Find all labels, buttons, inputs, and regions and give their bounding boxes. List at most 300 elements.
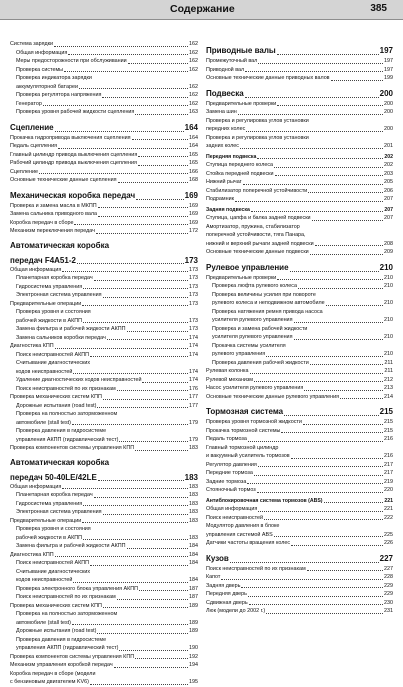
- toc-page-number: 168: [189, 177, 198, 183]
- dot-leader: [135, 114, 188, 115]
- toc-entry-title: автомобиле (stall test): [16, 619, 71, 626]
- toc-entry[interactable]: [206, 170, 393, 179]
- toc-entry-title: Сдвижная дверь: [206, 599, 248, 606]
- toc-entry-title: Проверка и регулировка углов установки: [206, 134, 309, 141]
- toc-entry[interactable]: [206, 565, 393, 574]
- toc-entry-title: Задние тормоза: [206, 478, 247, 485]
- toc-entry[interactable]: [10, 227, 198, 236]
- toc-entry[interactable]: [10, 134, 198, 143]
- toc-entry-title: рабочей жидкости в АКПП: [16, 317, 82, 324]
- toc-entry[interactable]: [10, 100, 198, 109]
- dot-leader: [294, 339, 384, 340]
- toc-entry[interactable]: [10, 542, 198, 551]
- dot-leader: [83, 505, 188, 506]
- toc-entry[interactable]: [10, 402, 198, 411]
- dot-leader: [97, 407, 188, 408]
- toc-entry-title: Проверка величины усилия при повороте: [212, 291, 316, 298]
- toc-entry[interactable]: [10, 602, 198, 611]
- toc-page-number: 211: [384, 368, 393, 374]
- dot-leader: [135, 658, 188, 659]
- toc-page-number: 189: [189, 602, 198, 609]
- toc-entry[interactable]: [10, 508, 198, 517]
- toc-entry-title: Основные технические данные подвески: [206, 249, 309, 255]
- toc-entry-title: Проверка механических систем КПП: [10, 394, 102, 400]
- toc-entry[interactable]: [10, 219, 198, 228]
- toc-section-heading[interactable]: [206, 45, 393, 57]
- toc-page-number: 162: [189, 83, 198, 90]
- toc-entry[interactable]: [10, 376, 198, 385]
- dot-leader: [245, 71, 383, 72]
- dot-leader: [277, 279, 383, 280]
- toc-entry-title: Основные технические данные рулевого управления: [206, 393, 340, 400]
- dot-leader: [291, 458, 383, 459]
- dot-leader: [258, 511, 383, 512]
- dot-leader: [97, 633, 188, 634]
- toc-entry[interactable]: [10, 491, 198, 500]
- dot-leader: [55, 131, 184, 132]
- toc-entry[interactable]: [10, 661, 198, 670]
- toc-entry[interactable]: [10, 444, 198, 453]
- toc-entry-title: передних колес: [206, 126, 246, 132]
- toc-entry-title: Диагностика КПП: [10, 343, 54, 349]
- toc-entry[interactable]: [10, 308, 198, 317]
- toc-entry[interactable]: [206, 599, 393, 608]
- dot-leader: [83, 322, 188, 323]
- dot-leader: [82, 305, 188, 306]
- toc-entry[interactable]: [206, 134, 393, 143]
- toc-entry[interactable]: [206, 435, 393, 444]
- dot-leader: [96, 233, 188, 234]
- dot-leader: [303, 424, 383, 425]
- toc-entry-title: Проверка давления рабочей жидкости: [212, 359, 309, 366]
- toc-entry-title: Поиск неисправностей: [206, 514, 263, 521]
- toc-entry-title: Рабочий цилиндр привода выключения сцепления: [10, 160, 137, 166]
- toc-entry[interactable]: [206, 590, 393, 599]
- dot-leader: [107, 339, 188, 340]
- toc-page-number: 228: [384, 574, 393, 580]
- toc-entry-title: Предварительные проверки: [206, 100, 277, 107]
- toc-entry-title: Проверка давления в гидросистеме: [16, 428, 107, 434]
- toc-entry[interactable]: [10, 576, 198, 585]
- toc-page-number: 162: [189, 92, 198, 98]
- toc-entry-title: Общая информация: [16, 49, 68, 56]
- dot-leader: [114, 667, 188, 668]
- toc-entry[interactable]: [10, 49, 198, 58]
- toc-entry-title: Проверка на полностью заторможенном: [16, 411, 118, 417]
- toc-page-number: 220: [384, 487, 393, 493]
- toc-entry-title: Капот: [206, 574, 221, 580]
- toc-entry[interactable]: [206, 206, 393, 215]
- toc-entry[interactable]: [10, 83, 198, 92]
- toc-page-number: 163: [189, 109, 198, 115]
- dot-leader: [136, 199, 183, 200]
- toc-page-number: 190: [189, 645, 198, 651]
- toc-entry-title: Задняя подвеска: [206, 206, 250, 213]
- toc-entry-title: Проверка уровня и состояния: [16, 526, 91, 532]
- toc-entry-title: Подвеска: [206, 88, 244, 98]
- toc-entry[interactable]: [206, 393, 393, 402]
- toc-page-number: 214: [384, 393, 393, 400]
- toc-entry[interactable]: [206, 469, 393, 478]
- toc-page-number: 210: [384, 351, 393, 357]
- toc-section-heading[interactable]: [10, 472, 198, 483]
- toc-entry-title: Поиск неисправностей по их признакам: [206, 565, 306, 572]
- toc-entry[interactable]: [10, 393, 198, 402]
- toc-entry-title: аккумуляторной батареи: [16, 83, 78, 90]
- toc-entry-title: Проверка системы: [16, 66, 64, 73]
- dot-leader: [254, 475, 383, 476]
- toc-entry[interactable]: [206, 274, 393, 283]
- toc-section-heading[interactable]: [10, 255, 198, 266]
- toc-page-number: 173: [189, 326, 198, 332]
- toc-entry[interactable]: [10, 436, 198, 445]
- toc-entry[interactable]: [10, 210, 198, 219]
- toc-entry-title: Автоматическая коробка: [10, 240, 110, 250]
- toc-page-number: 197: [379, 46, 393, 55]
- toc-entry[interactable]: [206, 452, 393, 461]
- toc-entry[interactable]: [10, 585, 198, 594]
- toc-entry[interactable]: [206, 497, 393, 506]
- toc-entry-title: Прокачка гидропривода выключения сцепления: [10, 134, 131, 141]
- toc-entry[interactable]: [206, 308, 393, 317]
- dot-leader: [72, 624, 188, 625]
- toc-entry[interactable]: [10, 283, 198, 292]
- toc-entry-title: Предварительные операции: [10, 517, 82, 524]
- toc-page-number: 184: [189, 560, 198, 566]
- dot-leader: [68, 54, 188, 55]
- toc-page-number: 225: [384, 531, 393, 538]
- toc-entry[interactable]: [206, 161, 393, 170]
- toc-page-number: 174: [189, 343, 198, 349]
- toc-section-heading[interactable]: [206, 262, 393, 274]
- toc-entry-title: Механизм управления коробкой передач: [10, 662, 113, 668]
- toc-entry[interactable]: [206, 531, 393, 540]
- toc-entry-title: Общая информация: [10, 266, 62, 273]
- toc-page-number: 173: [189, 300, 198, 307]
- dot-leader: [82, 522, 188, 523]
- toc-entry[interactable]: [206, 291, 393, 300]
- toc-entry[interactable]: [206, 316, 393, 325]
- toc-entry[interactable]: [10, 610, 198, 619]
- toc-entry-title: Главный тормозной цилиндр: [206, 444, 279, 451]
- toc-entry-title: рулевого колеса и неподвижном автомобиле: [212, 300, 325, 306]
- dot-leader: [307, 570, 383, 571]
- toc-entry[interactable]: [206, 514, 393, 523]
- dot-leader: [119, 650, 188, 651]
- toc-entry-title: Передние тормоза: [206, 470, 253, 476]
- toc-entry-title: Задняя дверь: [206, 582, 241, 589]
- dot-leader: [58, 148, 188, 149]
- toc-entry[interactable]: [10, 342, 198, 351]
- toc-entry[interactable]: [206, 282, 393, 291]
- toc-entry-title: Нижний рычаг: [206, 179, 242, 185]
- toc-entry[interactable]: [206, 195, 393, 204]
- toc-entry[interactable]: [10, 534, 198, 543]
- toc-entry-title: Коробка передач в сборе (модели: [10, 670, 96, 677]
- toc-entry[interactable]: [10, 351, 198, 360]
- toc-entry-title: Прокачка тормозной системы: [206, 427, 281, 434]
- toc-entry[interactable]: [10, 517, 198, 526]
- toc-entry[interactable]: [206, 342, 393, 351]
- toc-entry[interactable]: [206, 100, 393, 109]
- dot-leader: [240, 148, 383, 149]
- toc-entry[interactable]: [10, 568, 198, 577]
- toc-page-number: 227: [384, 565, 393, 572]
- toc-section-heading[interactable]: [10, 190, 198, 202]
- toc-entry[interactable]: [10, 636, 198, 645]
- toc-page-number: 197: [384, 58, 393, 64]
- toc-entry-title: Основные технические данные приводных валов: [206, 75, 330, 81]
- toc-entry-title: Проверка давления в гидросистеме: [16, 636, 107, 643]
- toc-page-number: 210: [384, 300, 393, 306]
- toc-page-number: 173: [189, 266, 198, 273]
- toc-entry[interactable]: [206, 607, 393, 616]
- dot-leader: [103, 607, 188, 608]
- toc-entry-title: Замена фильтра и рабочей жидкости АКПП: [16, 543, 126, 549]
- toc-entry[interactable]: [10, 619, 198, 628]
- toc-entry[interactable]: [206, 582, 393, 591]
- toc-entry[interactable]: [206, 248, 393, 257]
- toc-entry[interactable]: [10, 551, 198, 560]
- toc-entry[interactable]: [10, 368, 198, 377]
- toc-entry[interactable]: [10, 334, 198, 343]
- dot-leader: [277, 105, 383, 106]
- toc-entry[interactable]: [206, 142, 393, 151]
- page-header: [0, 0, 403, 20]
- dot-leader: [238, 114, 383, 115]
- dot-leader: [138, 156, 188, 157]
- toc-page-number: 183: [189, 517, 198, 524]
- toc-page-number: 226: [384, 540, 393, 546]
- toc-entry[interactable]: [206, 427, 393, 436]
- toc-entry-title: Передняя дверь: [206, 591, 247, 597]
- toc-entry-title: Коробка передач в сборе: [10, 219, 74, 226]
- toc-entry-title: Сцепление: [10, 168, 38, 175]
- toc-entry-title: Педаль сцепления: [10, 143, 58, 149]
- toc-entry[interactable]: [10, 300, 198, 309]
- toc-entry[interactable]: [10, 410, 198, 419]
- toc-entry[interactable]: [10, 66, 198, 75]
- toc-page-number: 173: [189, 283, 198, 290]
- toc-entry[interactable]: [206, 214, 393, 223]
- toc-entry[interactable]: [206, 299, 393, 308]
- toc-entry-title: Планетарная коробка передач: [16, 275, 93, 281]
- toc-entry-title: Ступица переднего колеса: [206, 162, 274, 168]
- toc-page-number: 184: [189, 543, 198, 549]
- toc-entry[interactable]: [206, 376, 393, 385]
- toc-entry[interactable]: [206, 350, 393, 359]
- toc-entry-title: Замена фильтра и рабочей жидкости АКПП: [16, 326, 126, 332]
- toc-entry[interactable]: [206, 187, 393, 196]
- toc-entry[interactable]: [10, 593, 198, 602]
- toc-entry[interactable]: [10, 74, 198, 83]
- dot-leader: [90, 684, 188, 685]
- toc-entry[interactable]: [10, 525, 198, 534]
- toc-entry[interactable]: [10, 653, 198, 662]
- toc-entry[interactable]: [206, 117, 393, 126]
- dot-leader: [64, 71, 188, 72]
- dot-leader: [245, 97, 379, 98]
- dot-leader: [62, 488, 188, 489]
- toc-entry-title: Проверка компонентов системы управления КПП: [10, 445, 135, 451]
- dot-leader: [73, 582, 188, 583]
- toc-entry[interactable]: [10, 151, 198, 160]
- toc-entry-title: Стабилизатор поперечной устойчивости: [206, 187, 308, 194]
- toc-entry[interactable]: [206, 57, 393, 66]
- toc-entry[interactable]: [206, 231, 393, 240]
- toc-page-number: 215: [384, 427, 393, 434]
- toc-page-number: 229: [384, 591, 393, 597]
- toc-section-heading[interactable]: [206, 406, 393, 418]
- toc-page-number: 200: [384, 109, 393, 115]
- toc-entry[interactable]: [10, 274, 198, 283]
- toc-entry[interactable]: [206, 153, 393, 162]
- toc-entry-title: рулевого управления: [212, 351, 266, 357]
- toc-section-heading[interactable]: [206, 88, 393, 100]
- toc-entry[interactable]: [10, 325, 198, 334]
- toc-entry-title: Прокачка системы усилителя: [212, 342, 286, 349]
- toc-entry[interactable]: [206, 178, 393, 187]
- toc-page-number: 210: [384, 317, 393, 323]
- toc-entry[interactable]: [10, 385, 198, 394]
- toc-entry-title: Автоматическая коробка: [10, 457, 110, 467]
- toc-entry[interactable]: [206, 74, 393, 83]
- dot-leader: [39, 173, 188, 174]
- dot-leader: [298, 288, 383, 289]
- toc-entry[interactable]: [206, 478, 393, 487]
- toc-page-number: 200: [384, 126, 393, 132]
- toc-page-number: 187: [189, 585, 198, 592]
- toc-entry[interactable]: [10, 483, 198, 492]
- toc-entry[interactable]: [206, 444, 393, 453]
- toc-entry[interactable]: [10, 202, 198, 211]
- toc-entry-title: Проверка индикатора зарядки: [16, 75, 92, 81]
- toc-page-number: 209: [384, 249, 393, 255]
- page-title: Содержание: [170, 3, 235, 15]
- toc-entry[interactable]: [206, 66, 393, 75]
- dot-leader: [79, 88, 188, 89]
- toc-entry[interactable]: [206, 333, 393, 342]
- toc-page-number: 207: [384, 215, 393, 221]
- toc-section-heading[interactable]: [10, 122, 198, 134]
- toc-entry[interactable]: [206, 223, 393, 232]
- toc-page-number: 229: [384, 582, 393, 589]
- dot-leader: [248, 596, 383, 597]
- toc-section-heading[interactable]: [10, 240, 198, 251]
- toc-entry-title: Приводные валы: [206, 46, 276, 55]
- toc-entry-title: автомобиле (stall test): [16, 419, 71, 426]
- toc-page-number: 173: [184, 255, 198, 265]
- toc-entry-title: передач F4A51-2: [10, 255, 76, 265]
- toc-entry[interactable]: [206, 539, 393, 548]
- toc-page-number: 216: [384, 453, 393, 459]
- toc-page-number: 172: [189, 228, 198, 234]
- toc-entry[interactable]: [10, 559, 198, 568]
- toc-entry[interactable]: [10, 644, 198, 653]
- toc-entry-title: Антиблокировочная система тормозов (ABS): [206, 497, 323, 504]
- toc-entry[interactable]: [206, 384, 393, 393]
- toc-entry[interactable]: [10, 168, 198, 177]
- toc-entry[interactable]: [10, 670, 198, 679]
- toc-entry[interactable]: [10, 266, 198, 275]
- dot-leader: [274, 167, 383, 168]
- toc-entry[interactable]: [206, 418, 393, 427]
- toc-entry[interactable]: [206, 486, 393, 495]
- dot-leader: [62, 271, 188, 272]
- toc-entry-title: Регулятор давления: [206, 461, 257, 468]
- toc-entry[interactable]: [10, 317, 198, 326]
- toc-entry-title: Модулятор давления в блоке: [206, 523, 280, 529]
- toc-entry-title: Кузов: [206, 553, 229, 563]
- toc-entry[interactable]: [206, 108, 393, 117]
- toc-entry[interactable]: [10, 176, 198, 185]
- toc-page-number: 174: [189, 351, 198, 358]
- toc-entry[interactable]: [10, 500, 198, 509]
- toc-section-heading[interactable]: [206, 553, 393, 565]
- toc-entry-title: Тормозная система: [206, 407, 284, 416]
- toc-entry[interactable]: [206, 359, 393, 368]
- toc-page-number: 183: [189, 534, 198, 541]
- toc-entry[interactable]: [10, 57, 198, 66]
- toc-page-number: 203: [384, 170, 393, 177]
- toc-entry[interactable]: [206, 573, 393, 582]
- toc-page-number: 184: [189, 577, 198, 583]
- toc-entry-title: Диагностика КПП: [10, 551, 54, 558]
- toc-entry[interactable]: [206, 522, 393, 531]
- dot-leader: [117, 390, 188, 391]
- toc-entry[interactable]: [10, 40, 198, 49]
- dot-leader: [94, 497, 188, 498]
- toc-page-number: 174: [189, 368, 198, 375]
- toc-entry[interactable]: [206, 325, 393, 334]
- toc-entry[interactable]: [206, 240, 393, 249]
- toc-entry[interactable]: [206, 505, 393, 514]
- toc-entry[interactable]: [10, 427, 198, 436]
- toc-page-number: 169: [189, 219, 198, 226]
- toc-entry[interactable]: [206, 125, 393, 134]
- toc-page-number: 231: [384, 608, 393, 614]
- toc-entry[interactable]: [10, 291, 198, 300]
- toc-entry[interactable]: [10, 108, 198, 117]
- toc-entry[interactable]: [206, 367, 393, 376]
- toc-entry-title: Гидросистема управления: [16, 283, 83, 290]
- toc-page-number: 169: [184, 190, 198, 200]
- toc-section-heading[interactable]: [10, 457, 198, 468]
- toc-entry[interactable]: [10, 91, 198, 100]
- toc-entry[interactable]: [10, 627, 198, 636]
- dot-leader: [43, 105, 188, 106]
- toc-entry-title: Электронная система управления: [16, 509, 102, 515]
- toc-entry[interactable]: [10, 142, 198, 151]
- toc-page-number: 217: [384, 461, 393, 468]
- toc-entry-title: Предварительные операции: [10, 300, 82, 307]
- toc-entry[interactable]: [10, 159, 198, 168]
- toc-page-number: 215: [379, 407, 393, 416]
- toc-page-number: 208: [384, 240, 393, 247]
- dot-leader: [274, 536, 383, 537]
- toc-entry-title: Подрамник: [206, 196, 234, 202]
- toc-page-number: 174: [189, 334, 198, 341]
- toc-entry[interactable]: [10, 678, 198, 687]
- toc-page-number: 179: [189, 436, 198, 443]
- toc-entry[interactable]: [10, 359, 198, 368]
- toc-page-number: 230: [384, 599, 393, 606]
- toc-entry[interactable]: [10, 419, 198, 428]
- toc-entry[interactable]: [206, 461, 393, 470]
- toc-entry-title: Передняя подвеска: [206, 153, 257, 160]
- toc-entry-title: Поиск неисправностей АКПП: [16, 560, 89, 566]
- dot-leader: [290, 271, 379, 272]
